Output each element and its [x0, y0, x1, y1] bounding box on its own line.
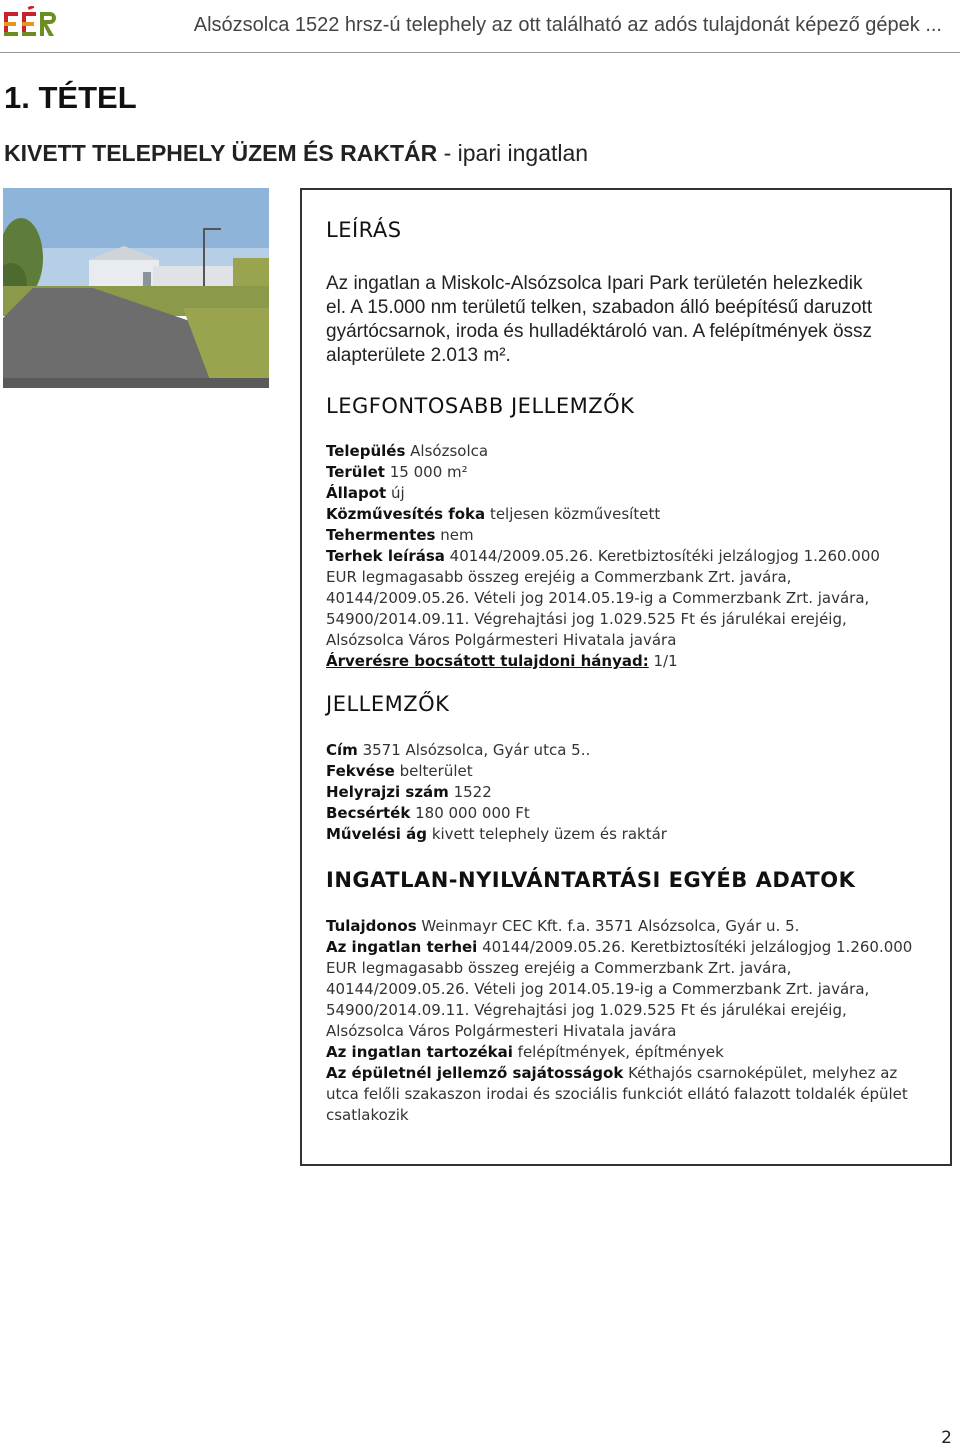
property-photo	[3, 188, 269, 388]
lot-subtitle-bold: KIVETT TELEPHELY ÜZEM ÉS RAKTÁR	[4, 140, 438, 166]
header-divider	[0, 52, 960, 53]
lot-title: 1. TÉTEL	[4, 80, 137, 115]
key-features-heading: LEGFONTOSABB JELLEMZŐK	[326, 394, 635, 418]
page-header	[0, 0, 960, 52]
registry-row: Az épületnél jellemző sajátosságok Kéthajós csarnoképület, melyhez az utca felőli szakaszon irodai és szociális funkciót ellátó falazott toldalék épület csatlakozik	[326, 1064, 908, 1124]
registry-row: Az ingatlan tartozékai felépítmények, építmények	[326, 1043, 724, 1061]
key-feature-row: Közművesítés foka teljesen közművesített	[326, 505, 661, 523]
description-heading: LEÍRÁS	[326, 218, 402, 242]
key-feature-row: Tehermentes nem	[326, 526, 474, 544]
feature-row: Helyrajzi szám 1522	[326, 783, 492, 801]
key-feature-row: Terület 15 000 m²	[326, 463, 468, 481]
lot-subtitle	[4, 140, 588, 167]
key-feature-row: Település Alsózsolca	[326, 442, 489, 460]
registry-row: Az ingatlan terhei 40144/2009.05.26. Keretbiztosítéki jelzálogjog 1.260.000 EUR legmagasabb összeg erejéig a Commerzbank Zrt. javára, 40144/2009.05.26. Vételi jog 2014.05.19-ig a Commerzbank Zrt. javára, 54900/2014.09.11. Végrehajtási jog 1.029.525 Ft és járulékai erejéig, Alsózsolca Város Polgármesteri Hivatala javára	[326, 938, 913, 1040]
features-list	[326, 740, 916, 845]
key-features-list	[326, 441, 886, 672]
lot-subtitle-rest: - ipari ingatlan	[437, 140, 589, 166]
registry-list	[326, 916, 922, 1126]
features-heading: JELLEMZŐK	[326, 692, 450, 716]
key-feature-row: Állapot új	[326, 484, 405, 502]
feature-row: Művelési ág kivett telephely üzem és raktár	[326, 825, 667, 843]
registry-row: Tulajdonos Weinmayr CEC Kft. f.a. 3571 Alsózsolca, Gyár u. 5.	[326, 917, 800, 935]
feature-row: Cím 3571 Alsózsolca, Gyár utca 5..	[326, 741, 591, 759]
description-text: Az ingatlan a Miskolc-Alsózsolca Ipari Park területén helezkedik el. A 15.000 nm területű telken, szabadon álló beépítésű daruzott gyártócsarnok, iroda és hulladéktároló van. A felépítmények össz alapterülete 2.013 m².	[326, 273, 873, 366]
page-number: 2	[941, 1428, 952, 1448]
feature-row: Fekvése belterület	[326, 762, 473, 780]
document-title: Alsózsolca 1522 hrsz-ú telephely az ott található az adós tulajdonát képező gépek ...	[193, 14, 942, 36]
eer-logo	[4, 6, 56, 40]
registry-heading: INGATLAN-NYILVÁNTARTÁSI EGYÉB ADATOK	[326, 868, 856, 892]
feature-row: Becsérték 180 000 000 Ft	[326, 804, 530, 822]
key-feature-row: Árverésre bocsátott tulajdoni hányad: 1/1	[326, 652, 678, 670]
key-feature-row: Terhek leírása 40144/2009.05.26. Keretbiztosítéki jelzálogjog 1.260.000 EUR legmagasabb összeg erejéig a Commerzbank Zrt. javára, 40144/2009.05.26. Vételi jog 2014.05.19-ig a Commerzbank Zrt. javára, 54900/2014.09.11. Végrehajtási jog 1.029.525 Ft és járulékai erejéig, Alsózsolca Város Polgármesteri Hivatala javára	[326, 547, 880, 649]
